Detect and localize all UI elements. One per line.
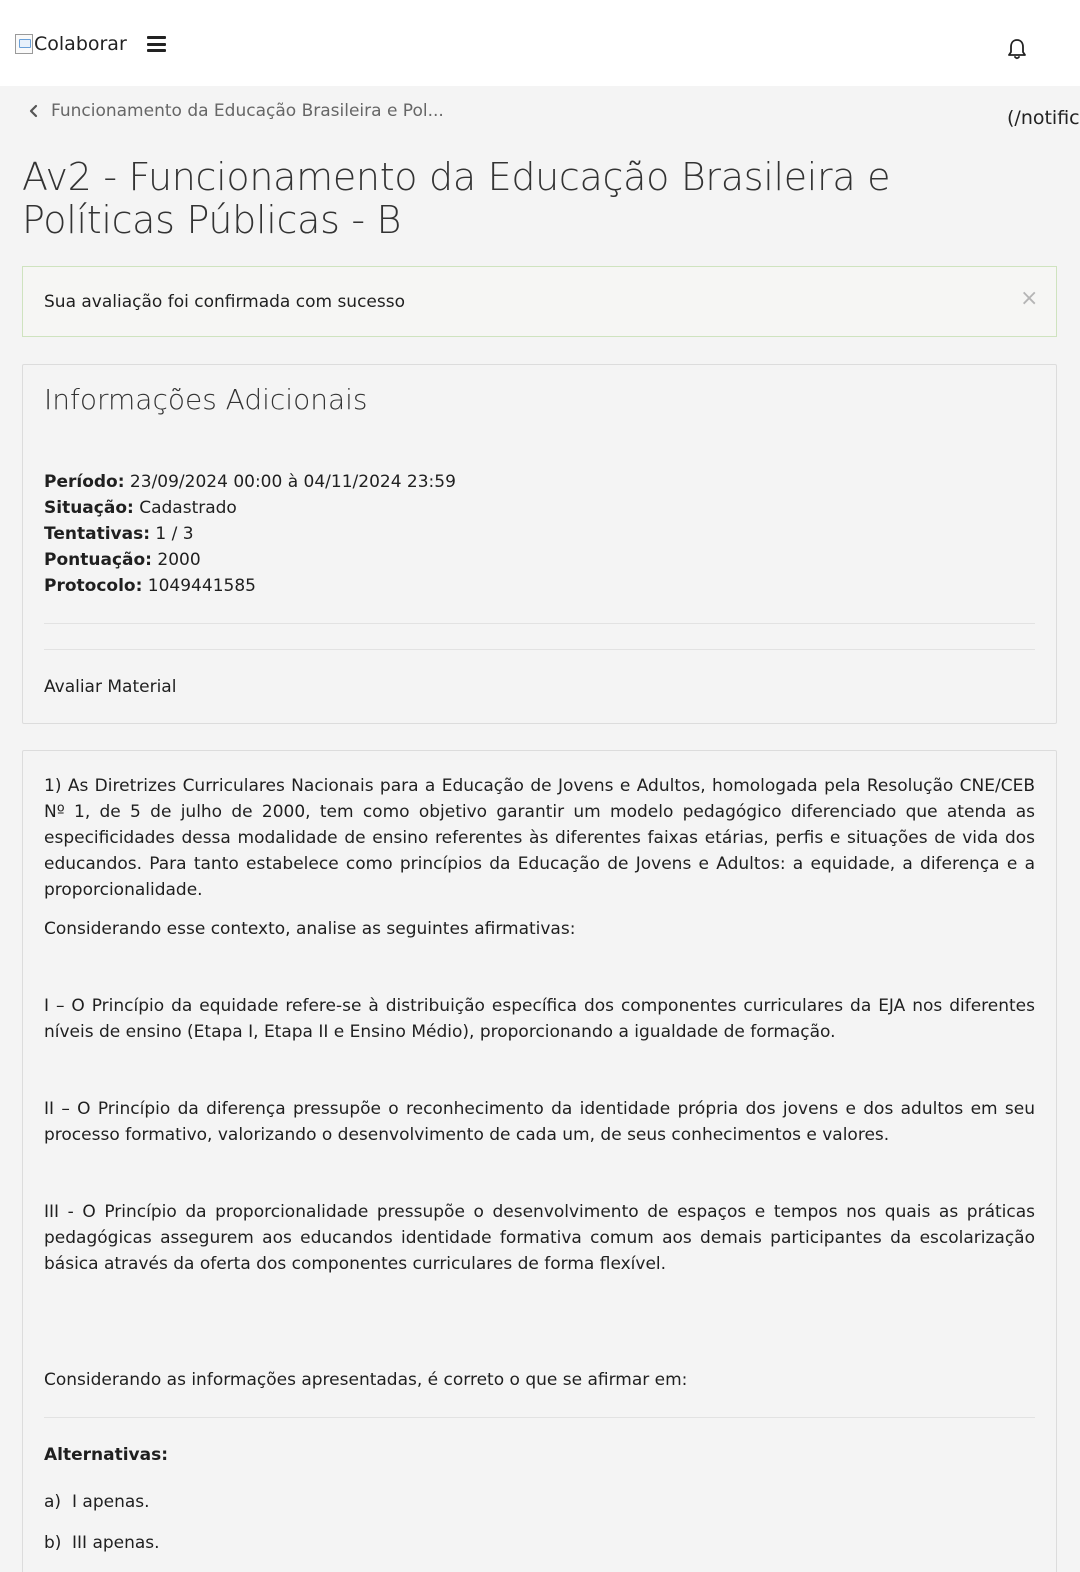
- question-panel: [22, 750, 1057, 1572]
- success-alert: [22, 266, 1057, 337]
- avaliar-material-link[interactable]: Avaliar Material: [44, 677, 177, 697]
- notifications-link-text[interactable]: (/notific: [1007, 107, 1080, 129]
- close-icon[interactable]: ×: [1020, 286, 1039, 311]
- divider: [44, 1417, 1035, 1418]
- question-body: [44, 773, 1035, 1393]
- top-bar: [0, 0, 1080, 86]
- logo-alt-text: Colaborar: [34, 33, 127, 55]
- question-prompt: Considerando as informações apresentadas, é correto o que se afirmar em:: [44, 1370, 688, 1390]
- info-situacao: Situação: Cadastrado: [44, 498, 237, 518]
- alternatives-label: Alternativas:: [44, 1445, 169, 1465]
- alternative-text: I apenas.: [72, 1492, 150, 1512]
- affirmation-3: III - O Princípio da proporcionalidade pressupõe o desenvolvimento de espaços e tempos nos quais as práticas pedagógicas assegurem aos educandos identidade formativa comum aos demais participantes da escolarização básica através da oferta dos componentes curriculares de forma flexível.: [44, 1202, 1035, 1274]
- alternative-letter: b): [44, 1533, 62, 1553]
- page-title: Av2 - Funcionamento da Educação Brasileira e Políticas Públicas - B: [22, 155, 891, 242]
- question-statement: 1) As Diretrizes Curriculares Nacionais para a Educação de Jovens e Adultos, homologada pela Resolução CNE/CEB Nº 1, de 5 de julho de 2000, tem como objetivo garantir um modelo pedagógico diferenciado que atenda as especificidades dessa modalidade de ensino referentes às diferentes faixas etárias, perfis e situações de vida dos educandos. Para tanto estabelece como princípios da Educação de Jovens e Adultos: a equidade, a diferença e a proporcionalidade.: [44, 776, 1035, 900]
- alert-message: Sua avaliação foi confirmada com sucesso: [44, 291, 406, 312]
- menu-icon[interactable]: [147, 36, 166, 52]
- info-protocolo: Protocolo: 1049441585: [44, 576, 256, 596]
- info-panel: [22, 364, 1057, 724]
- divider: [44, 623, 1035, 624]
- info-tentativas: Tentativas: 1 / 3: [44, 524, 194, 544]
- divider: [44, 649, 1035, 650]
- bell-icon[interactable]: [1004, 36, 1030, 62]
- info-pontuacao: Pontuação: 2000: [44, 550, 201, 570]
- alternative-text: III apenas.: [72, 1533, 160, 1553]
- breadcrumb-label: Funcionamento da Educação Brasileira e Pol...: [51, 101, 444, 121]
- info-panel-title: Informações Adicionais: [44, 383, 368, 416]
- alternative-letter: a): [44, 1492, 62, 1512]
- question-context: Considerando esse contexto, analise as seguintes afirmativas:: [44, 919, 576, 939]
- info-list: [44, 469, 456, 599]
- breadcrumb[interactable]: [28, 98, 444, 124]
- alternative-a[interactable]: [44, 1492, 150, 1512]
- alternative-b[interactable]: [44, 1533, 160, 1553]
- chevron-left-icon: [28, 104, 40, 118]
- affirmation-2: II – O Princípio da diferença pressupõe o reconhecimento da identidade própria dos jovens e dos adultos em seu processo formativo, valorizando o desenvolvimento de cada um, de seus conhecimentos e valores.: [44, 1099, 1035, 1145]
- broken-image-icon: [15, 34, 33, 54]
- info-periodo: Período: 23/09/2024 00:00 à 04/11/2024 23:59: [44, 472, 456, 492]
- affirmation-1: I – O Princípio da equidade refere-se à distribuição específica dos componentes curriculares da EJA nos diferentes níveis de ensino (Etapa I, Etapa II e Ensino Médio), proporcionando a igualdade de formação.: [44, 996, 1035, 1042]
- logo[interactable]: [15, 33, 127, 55]
